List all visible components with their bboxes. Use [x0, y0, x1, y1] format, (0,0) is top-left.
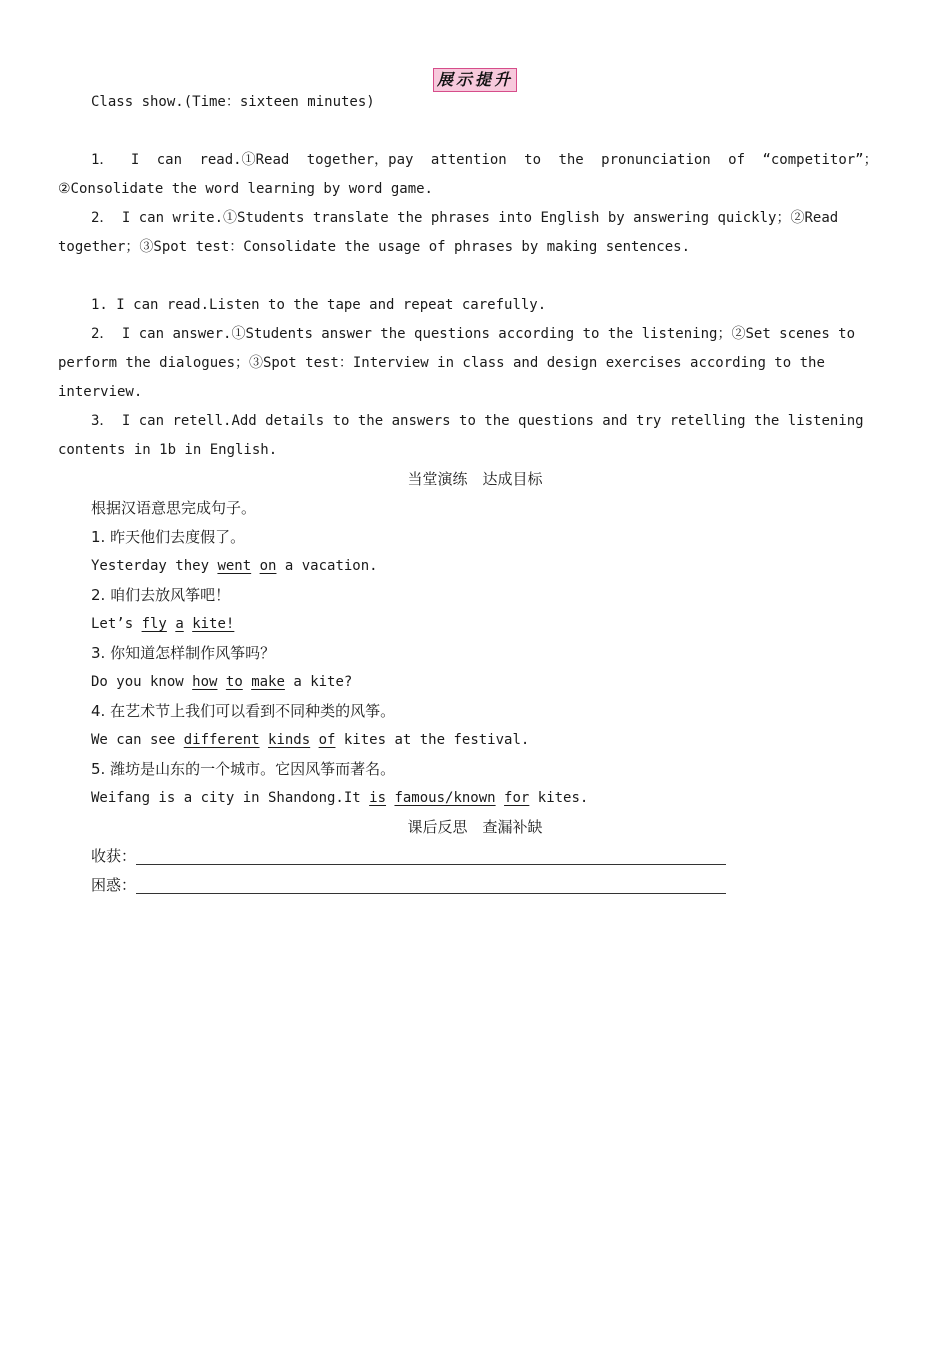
- sentence-text: [184, 616, 192, 632]
- practice-item-2-cn-text: 咱们去放风筝吧！: [110, 586, 231, 604]
- s1-item-1-text: I can read.①Read together，pay attention to the pronunciation of “competitor”；: [130, 152, 878, 168]
- s1-item-2: [58, 204, 892, 233]
- answer-blank: kite!: [192, 616, 235, 632]
- practice-instruction: 根据汉语意思完成句子。: [91, 499, 257, 517]
- s2-item-3: [58, 407, 892, 436]
- s2-item-1-text: I can read.Listen to the tape and repeat carefully.: [116, 297, 547, 313]
- practice-item-5-cn-text: 潍坊是山东的一个城市。它因风筝而著名。: [110, 760, 396, 778]
- answer-blank: how: [192, 674, 218, 690]
- gain-input-line[interactable]: [136, 846, 726, 865]
- answer-blank: fly: [141, 616, 167, 632]
- sentence-text: [243, 674, 251, 690]
- practice-item-3-en: [58, 668, 892, 697]
- s2-item-3-text: I can retell.Add details to the answers to the questions and try retelling the listening: [121, 413, 864, 429]
- sentence-text: [310, 732, 318, 748]
- practice-item-3-cn: [58, 639, 892, 668]
- practice-item-1-en: [58, 552, 892, 581]
- reflection-gain-row: [58, 842, 892, 871]
- reflection-heading: 课后反思 查漏补缺: [407, 818, 543, 836]
- s1-item-2-cont: together；③Spot test：Consolidate the usage of phrases by making sentences.: [58, 239, 691, 255]
- s2-item-2-cont2: interview.: [58, 384, 143, 400]
- sentence-text: a kite?: [284, 674, 353, 690]
- answer-blank: on: [259, 558, 277, 574]
- answer-blank: of: [318, 732, 336, 748]
- practice-item-2-en: [58, 610, 892, 639]
- s2-item-1-num: 1.: [91, 297, 108, 313]
- section-badge: 展示提升: [433, 68, 517, 92]
- s2-item-2-num: 2．: [91, 326, 114, 342]
- practice-item-4-en: [58, 726, 892, 755]
- document-page: [58, 60, 892, 900]
- practice-item-1-cn: [58, 523, 892, 552]
- confusion-label: 困惑：: [91, 876, 137, 894]
- answer-blank: is: [369, 790, 387, 806]
- answer-blank: for: [504, 790, 530, 806]
- sentence-text: We can see: [91, 732, 184, 748]
- sentence-text: kites at the festival.: [335, 732, 530, 748]
- sentence-text: Do you know: [91, 674, 193, 690]
- s2-item-2-text: I can answer.①Students answer the questions according to the listening；②Set scenes to: [121, 326, 856, 342]
- practice-item-2-cn: [58, 581, 892, 610]
- s2-item-2-cont1: perform the dialogues；③Spot test：Interview in class and design exercises according to the: [58, 355, 825, 371]
- answer-blank: kinds: [268, 732, 311, 748]
- answer-blank: a: [175, 616, 184, 632]
- practice-item-5-en: [58, 784, 892, 813]
- s1-item-1-cont: ②Consolidate the word learning by word game.: [58, 181, 433, 197]
- gain-label: 收获：: [91, 847, 137, 865]
- practice-item-2-num: 2.: [91, 586, 106, 604]
- s2-item-3-cont: contents in 1b in English.: [58, 442, 278, 458]
- practice-item-1-cn-text: 昨天他们去度假了。: [110, 528, 246, 546]
- confusion-input-line[interactable]: [136, 875, 726, 894]
- sentence-text: [496, 790, 504, 806]
- s2-item-1: [58, 291, 892, 320]
- s1-item-2-num: 2．: [91, 210, 114, 226]
- reflection-confusion-row: [58, 871, 892, 900]
- answer-blank: make: [251, 674, 285, 690]
- practice-item-4-num: 4.: [91, 702, 106, 720]
- sentence-text: [260, 732, 268, 748]
- sentence-text: kites.: [529, 790, 589, 806]
- practice-item-4-cn: [58, 697, 892, 726]
- sentence-text: a vacation.: [276, 558, 378, 574]
- practice-heading: 当堂演练 达成目标: [407, 470, 543, 488]
- practice-item-1-num: 1.: [91, 528, 106, 546]
- answer-blank: famous/known: [394, 790, 496, 806]
- practice-item-5-cn: [58, 755, 892, 784]
- sentence-text: Weifang is a city in Shandong.It: [91, 790, 370, 806]
- s1-item-2-text: I can write.①Students translate the phrases into English by answering quickly；②Read: [121, 210, 839, 226]
- class-show-line: Class show.(Time：sixteen minutes): [91, 94, 375, 110]
- practice-item-4-cn-text: 在艺术节上我们可以看到不同种类的风筝。: [110, 702, 396, 720]
- s2-item-3-num: 3．: [91, 413, 114, 429]
- answer-blank: different: [183, 732, 260, 748]
- answer-blank: went: [217, 558, 252, 574]
- practice-item-5-num: 5.: [91, 760, 106, 778]
- sentence-text: [217, 674, 225, 690]
- practice-item-3-cn-text: 你知道怎样制作风筝吗？: [110, 644, 276, 662]
- s1-item-1: [58, 146, 892, 175]
- practice-item-3-num: 3.: [91, 644, 106, 662]
- sentence-text: [251, 558, 259, 574]
- sentence-text: Yesterday they: [91, 558, 218, 574]
- s2-item-2: [58, 320, 892, 349]
- answer-blank: to: [225, 674, 243, 690]
- sentence-text: Let’s: [91, 616, 142, 632]
- s1-item-1-num: 1．: [91, 152, 114, 168]
